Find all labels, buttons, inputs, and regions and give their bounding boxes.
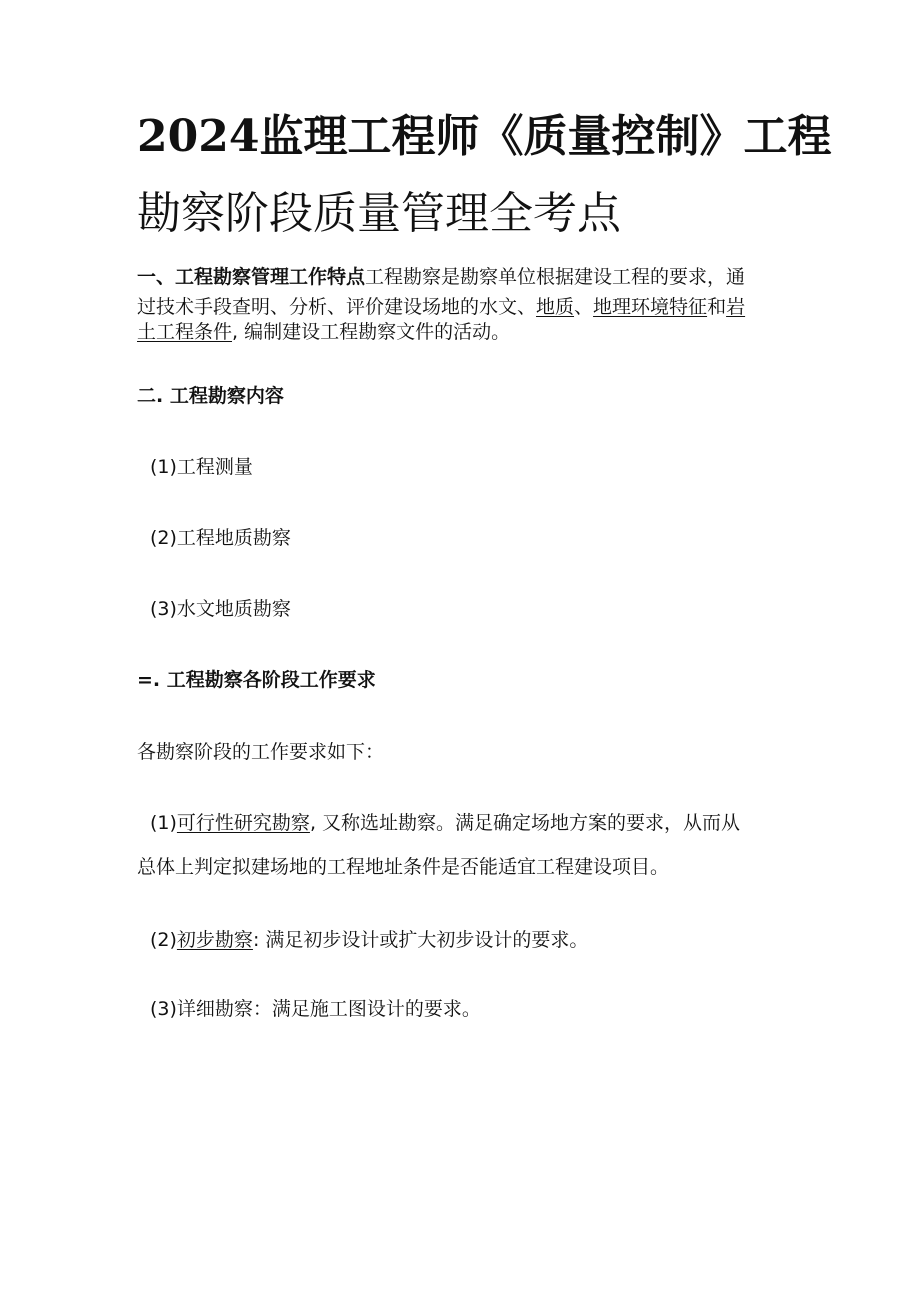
document-title-line-1 [137, 111, 832, 162]
term-geographic-features: 地理环境特征 [593, 296, 708, 318]
section1-paragraph-line-1 [137, 266, 745, 288]
section1-paragraph-line-2 [137, 296, 745, 318]
section1-text-segment: , 编制建设工程勘察文件的活动。 [232, 321, 511, 343]
section2-item-1: (1)工程测量 [150, 456, 253, 478]
term-geotechnical-conditions: 土工程条件 [137, 321, 233, 343]
item-number: (1) [150, 812, 177, 834]
section3-item-1-line-2: 总体上判定拟建场地的工程地址条件是否能适宜工程建设项目。 [137, 856, 670, 878]
section1-text-segment: 、 [574, 296, 594, 318]
section2-item-3: (3)水文地质勘察 [150, 598, 291, 620]
section3-item-1-line-1 [150, 812, 740, 834]
term-preliminary-survey: 初步勘察 [176, 929, 253, 951]
section1-text-segment: 过技术手段查明、分析、评价建设场地的水文、 [137, 296, 537, 318]
section1-text: 工程勘察是勘察单位根据建设工程的要求，通 [365, 266, 746, 288]
title-text: 监理工程师《质量控制》工程 [259, 111, 832, 162]
document-title-line-2: 勘察阶段质量管理全考点 [137, 188, 621, 239]
term-geology: 地质 [536, 296, 575, 318]
item-number: (2) [150, 929, 177, 951]
title-year: 2024 [137, 111, 260, 162]
section3-intro: 各勘察阶段的工作要求如下： [137, 741, 385, 763]
section2-item-2: (2)工程地质勘察 [150, 527, 291, 549]
term-rock-start: 岩 [726, 296, 746, 318]
section3-item-3: (3)详细勘察：满足施工图设计的要求。 [150, 998, 481, 1020]
section1-heading: 一、工程勘察管理工作特点 [137, 266, 366, 288]
term-feasibility-survey: 可行性研究勘察 [176, 812, 310, 834]
section2-heading: 二. 工程勘察内容 [137, 385, 284, 407]
section1-paragraph-line-3 [137, 321, 510, 343]
section3-heading: =. 工程勘察各阶段工作要求 [137, 669, 376, 691]
item-text: : 满足初步设计或扩大初步设计的要求。 [252, 929, 589, 951]
section1-text-segment: 和 [707, 296, 727, 318]
section3-item-2 [150, 929, 588, 951]
item-text: , 又称选址勘察。满足确定场地方案的要求，从而从 [309, 812, 741, 834]
